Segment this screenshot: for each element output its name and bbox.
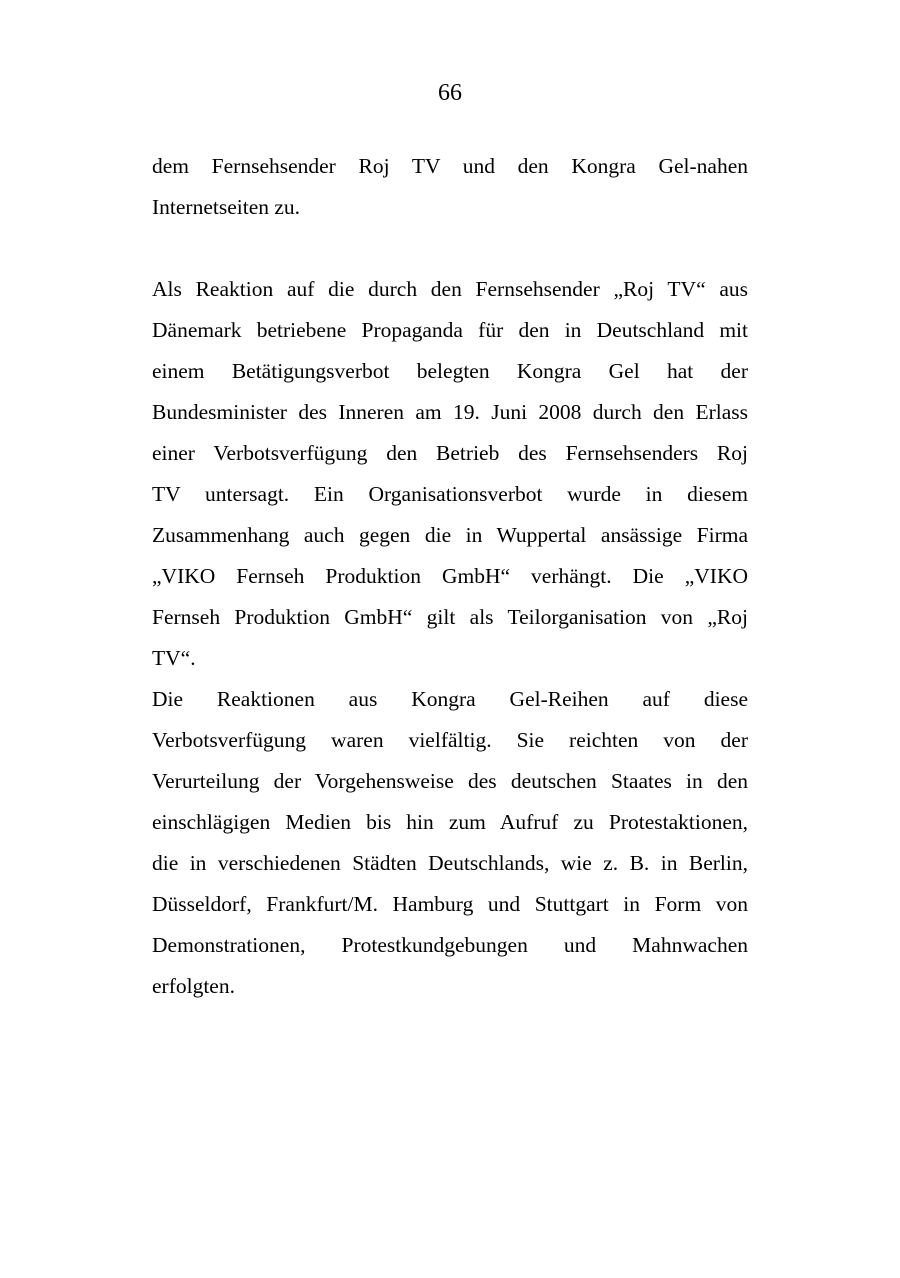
- paragraph-continuation: [152, 146, 748, 228]
- text-line: Internetseiten zu.: [152, 195, 301, 219]
- text-line: „VIKO Fernseh Produktion GmbH“ verhängt. Die „VIKO: [152, 564, 748, 588]
- text-line: die in verschiedenen Städten Deutschlands, wie z. B. in Berlin,: [152, 851, 748, 875]
- text-line: Düsseldorf, Frankfurt/M. Hamburg und Stuttgart in Form von: [152, 892, 748, 916]
- text-line: TV untersagt. Ein Organisationsverbot wurde in diesem: [152, 482, 748, 506]
- paragraph-roj-tv-ban: [152, 269, 748, 679]
- text-line: einem Betätigungsverbot belegten Kongra Gel hat der: [152, 359, 748, 383]
- text-line: Fernseh Produktion GmbH“ gilt als Teilorganisation von „Roj: [152, 605, 748, 629]
- text-line: Dänemark betriebene Propaganda für den in Deutschland mit: [152, 318, 748, 342]
- text-line: Verbotsverfügung waren vielfältig. Sie reichten von der: [152, 728, 748, 752]
- text-line: Demonstrationen, Protestkundgebungen und Mahnwachen: [152, 933, 748, 957]
- text-line: Bundesminister des Inneren am 19. Juni 2008 durch den Erlass: [152, 400, 748, 424]
- text-line: TV“.: [152, 646, 196, 670]
- text-line: Als Reaktion auf die durch den Fernsehsender „Roj TV“ aus: [152, 277, 748, 301]
- page-number: 66: [438, 80, 462, 106]
- text-line: einer Verbotsverfügung den Betrieb des Fernsehsenders Roj: [152, 441, 748, 465]
- text-line: Zusammenhang auch gegen die in Wuppertal ansässige Firma: [152, 523, 748, 547]
- paragraph-reactions: [152, 679, 748, 1007]
- text-line: dem Fernsehsender Roj TV und den Kongra Gel-nahen: [152, 154, 748, 178]
- text-line: erfolgten.: [152, 974, 235, 998]
- text-line: Die Reaktionen aus Kongra Gel-Reihen auf diese: [152, 687, 748, 711]
- text-line: Verurteilung der Vorgehensweise des deutschen Staates in den: [152, 769, 748, 793]
- text-line: einschlägigen Medien bis hin zum Aufruf zu Protestaktionen,: [152, 810, 748, 834]
